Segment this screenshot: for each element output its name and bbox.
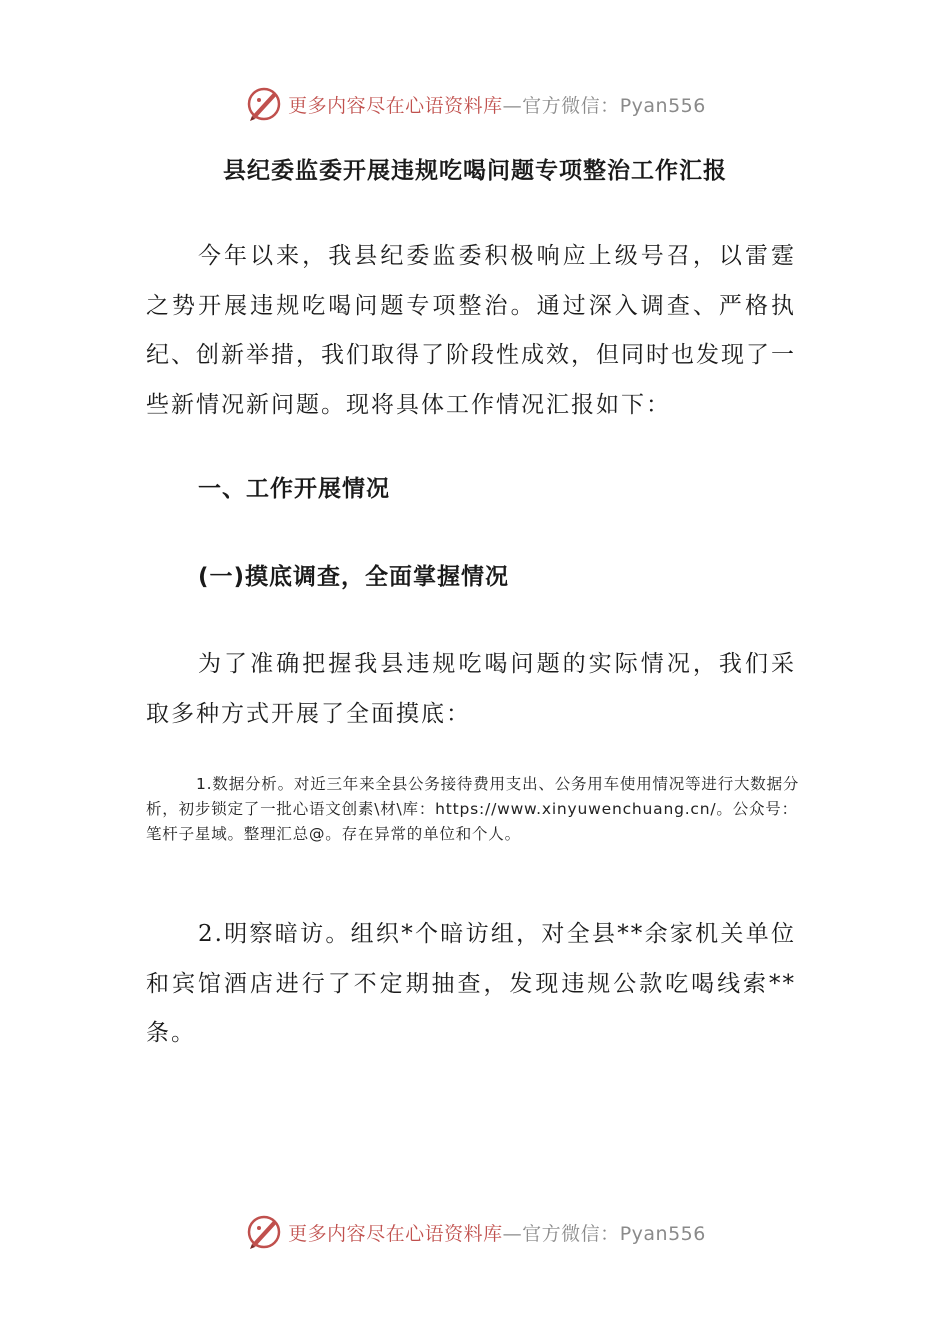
pen-logo-icon [244,84,284,124]
header-watermark-banner [0,82,950,126]
item-1-paragraph: 1.数据分析。对近三年来全县公务接待费用支出、公务用车使用情况等进行大数据分析，初步锁定了一批心语文创素\材\库：https://www.xinyuwenchuang.cn/。公众号：笔杆子星域。整理汇总@。存在异常的单位和个人。 [146,775,800,843]
banner-dash: — [502,94,523,117]
footer-watermark-banner [0,1210,950,1254]
intro-paragraph: 今年以来，我县纪委监委积极响应上级号召，以雷霆之势开展违规吃喝问题专项整治。通过深入调查、严格执纪、创新举措，我们取得了阶段性成效，但同时也发现了一些新情况新问题。现将具体工作情况汇报如下： [146,243,796,418]
subsection-heading-1: (一)摸底调查，全面掌握情况 [198,564,510,590]
banner-wechat-id: Pyan556 [619,1222,706,1245]
banner-wechat-id: Pyan556 [619,94,706,117]
banner-main-text: 更多内容尽在心语资料库 [288,1222,503,1245]
pen-logo-icon [244,1212,284,1252]
banner-dash: — [502,1222,523,1245]
banner-label: 官方微信： [522,1222,620,1245]
banner-main-text: 更多内容尽在心语资料库 [288,94,503,117]
document-title: 县纪委监委开展违规吃喝问题专项整治工作汇报 [223,158,727,184]
item-2-paragraph: 2.明察暗访。组织*个暗访组，对全县**余家机关单位和宾馆酒店进行了不定期抽查，发现违规公款吃喝线索**条。 [146,921,796,1046]
section-heading-1: 一、工作开展情况 [198,476,390,502]
banner-label: 官方微信： [522,94,620,117]
subsection-intro-paragraph: 为了准确把握我县违规吃喝问题的实际情况，我们采取多种方式开展了全面摸底： [146,651,796,727]
